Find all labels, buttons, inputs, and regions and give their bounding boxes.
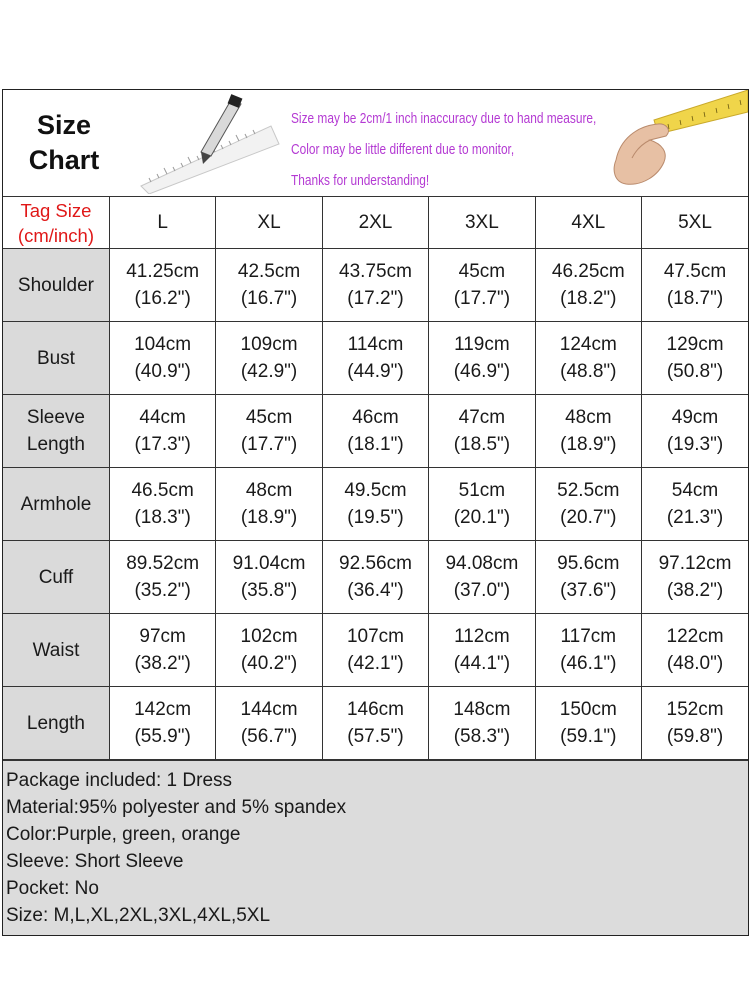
cm-value: 51cm <box>458 480 506 501</box>
measurement-cell <box>109 687 215 760</box>
measurement-cell <box>642 395 748 468</box>
cm-value: 148cm <box>453 699 511 720</box>
inch-value: (18.5") <box>453 434 511 455</box>
size-2xl: 2XL <box>322 197 428 249</box>
inch-value: (44.9") <box>347 361 404 382</box>
cm-value: 95.6cm <box>557 553 620 574</box>
tag-size-label: Tag Size (cm/inch) <box>3 197 109 249</box>
cm-value: 49cm <box>671 407 719 428</box>
measurement-row <box>3 614 748 687</box>
cm-value: 142cm <box>134 699 192 720</box>
measurement-cell <box>642 687 748 760</box>
chart-header <box>3 90 748 197</box>
measurement-cell <box>109 541 215 614</box>
inch-value: (35.2") <box>134 580 191 601</box>
measurement-cell <box>429 322 535 395</box>
info-material: Material:95% polyester and 5% spandex <box>6 797 347 818</box>
measurement-cell <box>535 395 641 468</box>
measurement-cell <box>642 541 748 614</box>
measurement-label: Shoulder <box>3 249 109 322</box>
size-xl: XL <box>216 197 322 249</box>
ruler-pencil-icon <box>131 94 281 194</box>
inch-value: (46.9") <box>453 361 511 382</box>
cm-value: 107cm <box>346 626 404 647</box>
inch-value: (48.0") <box>666 653 724 674</box>
cm-value: 48cm <box>565 407 612 428</box>
cm-value: 48cm <box>245 480 293 501</box>
inch-value: (42.9") <box>240 361 298 382</box>
measurement-label: Armhole <box>3 468 109 541</box>
measurement-cell <box>535 249 641 322</box>
inch-value: (59.1") <box>560 726 617 747</box>
cm-value: 89.52cm <box>126 553 200 574</box>
cm-value: 102cm <box>240 626 298 647</box>
product-info <box>3 760 748 935</box>
cm-value: 97cm <box>139 626 186 647</box>
measurement-label: Sleeve Length <box>3 395 109 468</box>
measurement-cell <box>535 468 641 541</box>
cm-value: 45cm <box>458 261 506 282</box>
inch-value: (21.3") <box>666 507 724 528</box>
measurement-cell <box>429 468 535 541</box>
measurement-cell <box>109 322 215 395</box>
cm-value: 146cm <box>346 699 404 720</box>
inch-value: (44.1") <box>453 653 511 674</box>
cm-value: 150cm <box>559 699 617 720</box>
measurement-cell <box>109 249 215 322</box>
inch-value: (18.3") <box>134 507 191 528</box>
measurement-cell <box>642 249 748 322</box>
inch-value: (19.5") <box>347 507 404 528</box>
measurement-cell <box>322 249 428 322</box>
inch-value: (17.2") <box>347 288 404 309</box>
cm-value: 94.08cm <box>445 553 519 574</box>
measurement-label: Waist <box>3 614 109 687</box>
measuring-tape-hand-icon <box>606 90 748 194</box>
cm-value: 46.5cm <box>131 480 194 501</box>
inch-value: (17.3") <box>134 434 191 455</box>
measurement-cell <box>322 395 428 468</box>
inch-value: (18.1") <box>347 434 404 455</box>
inch-value: (42.1") <box>347 653 404 674</box>
measurement-notes <box>291 104 597 197</box>
measurement-cell <box>322 541 428 614</box>
cm-value: 52.5cm <box>557 480 620 501</box>
inch-value: (18.7") <box>666 288 724 309</box>
measurement-cell <box>429 614 535 687</box>
size-chart <box>2 89 749 936</box>
measurement-label: Length <box>3 687 109 760</box>
inch-value: (18.9") <box>240 507 298 528</box>
measurement-cell <box>429 687 535 760</box>
measurement-cell <box>322 468 428 541</box>
inch-value: (37.6") <box>560 580 617 601</box>
inch-value: (40.9") <box>134 361 191 382</box>
inch-value: (50.8") <box>666 361 724 382</box>
inch-value: (16.2") <box>134 288 191 309</box>
cm-value: 43.75cm <box>339 261 412 282</box>
measurement-cell <box>109 468 215 541</box>
inch-value: (35.8") <box>240 580 298 601</box>
size-l: L <box>109 197 215 249</box>
cm-value: 119cm <box>454 334 510 355</box>
measurement-row <box>3 468 748 541</box>
measurement-cell <box>535 541 641 614</box>
cm-value: 129cm <box>666 334 724 355</box>
cm-value: 122cm <box>666 626 724 647</box>
inch-value: (20.7") <box>560 507 617 528</box>
measurement-cell <box>429 249 535 322</box>
cm-value: 46.25cm <box>551 261 625 282</box>
measurement-cell <box>642 322 748 395</box>
note-line: Thanks for understanding! <box>291 173 430 189</box>
measurement-row <box>3 541 748 614</box>
measurement-cell <box>322 322 428 395</box>
measurement-cell <box>216 614 322 687</box>
cm-value: 152cm <box>666 699 724 720</box>
inch-value: (46.1") <box>560 653 617 674</box>
measurement-cell <box>216 541 322 614</box>
inch-value: (17.7") <box>240 434 298 455</box>
info-sizes: Size: M,L,XL,2XL,3XL,4XL,5XL <box>6 905 271 926</box>
inch-value: (18.2") <box>560 288 617 309</box>
inch-value: (38.2") <box>666 580 724 601</box>
inch-value: (40.2") <box>240 653 298 674</box>
measurement-cell <box>429 541 535 614</box>
measurement-cell <box>322 687 428 760</box>
cm-value: 41.25cm <box>126 261 200 282</box>
measurement-cell <box>535 614 641 687</box>
size-header-row <box>3 197 748 249</box>
measurement-cell <box>535 687 641 760</box>
size-5xl: 5XL <box>642 197 748 249</box>
info-color: Color:Purple, green, orange <box>6 824 241 845</box>
size-table <box>3 197 748 760</box>
inch-value: (38.2") <box>134 653 191 674</box>
cm-value: 47.5cm <box>663 261 727 282</box>
measurement-cell <box>535 322 641 395</box>
inch-value: (57.5") <box>347 726 404 747</box>
measurement-cell <box>109 395 215 468</box>
measurement-cell <box>322 614 428 687</box>
inch-value: (20.1") <box>453 507 511 528</box>
cm-value: 44cm <box>139 407 186 428</box>
cm-value: 91.04cm <box>232 553 306 574</box>
cm-value: 49.5cm <box>344 480 407 501</box>
inch-value: (36.4") <box>347 580 404 601</box>
measurement-label: Bust <box>3 322 109 395</box>
measurement-cell <box>216 468 322 541</box>
inch-value: (18.9") <box>560 434 617 455</box>
measurement-cell <box>109 614 215 687</box>
cm-value: 46cm <box>352 407 399 428</box>
measurement-cell <box>642 468 748 541</box>
inch-value: (16.7") <box>240 288 298 309</box>
cm-value: 54cm <box>671 480 719 501</box>
cm-value: 92.56cm <box>339 553 412 574</box>
measurement-row <box>3 249 748 322</box>
cm-value: 97.12cm <box>658 553 732 574</box>
note-line: Color may be little different due to monitor, <box>291 142 515 158</box>
chart-title <box>3 90 125 196</box>
size-3xl: 3XL <box>429 197 535 249</box>
inch-value: (58.3") <box>453 726 511 747</box>
cm-value: 104cm <box>134 334 192 355</box>
measurement-label: Cuff <box>3 541 109 614</box>
measurement-row <box>3 322 748 395</box>
inch-value: (56.7") <box>240 726 298 747</box>
size-4xl: 4XL <box>535 197 641 249</box>
measurement-cell <box>642 614 748 687</box>
measurement-cell <box>216 395 322 468</box>
chart-title-line2: Chart <box>28 145 100 175</box>
measurement-cell <box>216 249 322 322</box>
measurement-cell <box>216 322 322 395</box>
info-package: Package included: 1 Dress <box>6 770 233 791</box>
measurement-row <box>3 687 748 760</box>
inch-value: (37.0") <box>453 580 511 601</box>
cm-value: 47cm <box>458 407 506 428</box>
measurement-cell <box>216 687 322 760</box>
cm-value: 112cm <box>454 626 510 647</box>
cm-value: 117cm <box>560 626 617 647</box>
inch-value: (59.8") <box>666 726 724 747</box>
note-line: Size may be 2cm/1 inch inaccuracy due to hand measure, <box>291 111 597 127</box>
cm-value: 114cm <box>347 334 404 355</box>
info-pocket: Pocket: No <box>6 878 99 899</box>
cm-value: 45cm <box>245 407 293 428</box>
inch-value: (55.9") <box>134 726 191 747</box>
inch-value: (19.3") <box>666 434 724 455</box>
measurement-cell <box>429 395 535 468</box>
inch-value: (48.8") <box>560 361 617 382</box>
chart-title-line1: Size <box>36 110 92 140</box>
cm-value: 109cm <box>240 334 298 355</box>
cm-value: 144cm <box>240 699 298 720</box>
inch-value: (17.7") <box>453 288 511 309</box>
cm-value: 42.5cm <box>237 261 301 282</box>
cm-value: 124cm <box>559 334 617 355</box>
measurement-row <box>3 395 748 468</box>
info-sleeve: Sleeve: Short Sleeve <box>6 851 184 872</box>
